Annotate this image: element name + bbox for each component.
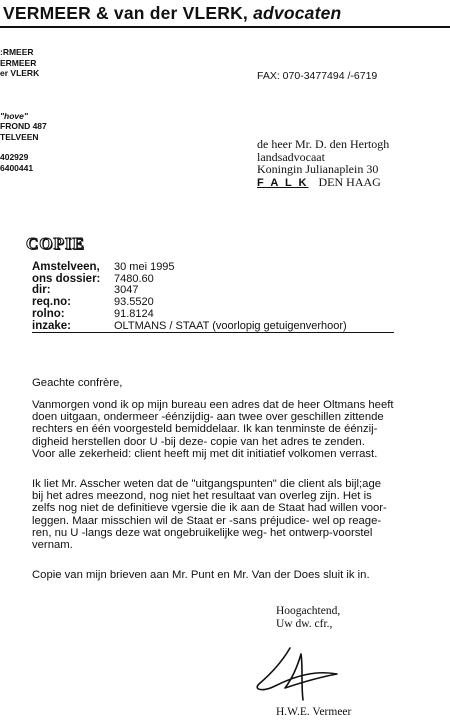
recipient-line: landsadvocaat	[257, 149, 325, 164]
meta-row	[32, 285, 394, 297]
meta-row	[32, 274, 394, 286]
firm-suffix: advocaten	[253, 3, 342, 23]
meta-label: req.no:	[32, 296, 71, 309]
sender-name-line: ERMEER	[0, 57, 37, 68]
meta-label: ons dossier:	[32, 272, 101, 285]
meta-value: 93.5520	[114, 296, 154, 309]
paragraph-line: ren, nu U -langs deze wat ongebruikelijke weg- het ontwerp-voorstel	[32, 526, 373, 539]
meta-label: Amstelveen,	[32, 261, 100, 273]
copie-stamp: COPIE	[26, 234, 85, 253]
recipient-address	[257, 138, 389, 189]
signer-name: H.W.E. Vermeer	[276, 706, 352, 718]
paragraph-line: doen uitgaan, ondermeer -éénzijdig- aan twee over geschillen zittende	[32, 411, 384, 424]
paragraph-line: zelfs nog niet de definitieve vgersie die ik aan de Staat had willen voor-	[32, 502, 387, 515]
sender-address-rest	[0, 121, 47, 142]
sender-number-line: 402929	[0, 152, 29, 162]
paragraph-line: digheid herstellen door U -bij deze- copie van het adres te zenden.	[32, 435, 365, 448]
recipient-line: de heer Mr. D. den Hertogh	[257, 137, 390, 151]
letterhead	[0, 0, 450, 26]
paragraph-2	[32, 478, 442, 551]
sender-address-line: "hove"	[0, 111, 28, 121]
meta-label: rolno:	[32, 307, 65, 320]
paragraph-line: vernam.	[32, 539, 73, 552]
meta-value: 91.8124	[114, 307, 154, 320]
paragraph-line: Copie van mijn brieven aan Mr. Punt en Mr. Van der Does sluit ik in.	[32, 569, 370, 581]
salutation: Geachte confrère,	[32, 377, 123, 389]
meta-value: 30 mei 1995	[114, 261, 175, 273]
sender-numbers	[0, 152, 33, 173]
recipient-city: DEN HAAG	[318, 174, 381, 189]
handwritten-signature	[245, 640, 365, 710]
closing	[276, 605, 340, 630]
sender-address-line: TELVEEN	[0, 131, 39, 142]
sender-names	[0, 47, 39, 79]
paragraph-line: leggen. Maar misschien wil de Staat er -sans préjudice- wel op reage-	[32, 514, 382, 527]
fax-line: FAX: 070-3477494 /-6719	[257, 70, 378, 82]
meta-label: dir:	[32, 284, 51, 297]
sender-address-line: FROND 487	[0, 121, 47, 131]
paragraph-line: Ik liet Mr. Asscher weten dat de "uitgangspunten" die client als bijl;age	[32, 478, 382, 490]
meta-value: 7480.60	[114, 272, 154, 285]
paragraph-line: bij het adres meezond, nog niet het resultaat van overleg zijn. Het is	[32, 490, 372, 503]
meta-row	[32, 309, 394, 321]
paragraph-line: Vanmorgen vond ik op mijn bureau een adres dat de heer Oltmans heeft	[32, 399, 394, 411]
meta-value: 3047	[114, 284, 139, 297]
recipient-city-line	[257, 176, 389, 190]
sender-number-line: 6400441	[0, 162, 34, 173]
letterhead-rule	[0, 26, 450, 28]
paragraph-1	[32, 399, 442, 460]
inzake-label: inzake:	[32, 319, 71, 332]
inzake-row	[32, 321, 394, 334]
inzake-value: OLTMANS / STAAT (voorlopig getuigenverhoor)	[114, 319, 347, 332]
paragraph-3	[32, 569, 442, 581]
sender-name-line: er VLERK	[0, 68, 40, 78]
meta-row	[32, 297, 394, 309]
paragraph-line: Voor alle zekerheid: client heeft mij met dit initiatief volkomen verrast.	[32, 447, 378, 460]
reference-block	[32, 262, 394, 333]
closing-line: Uw dw. cfr.,	[276, 617, 333, 630]
paragraph-line: rechters en één voorgesteld bemiddelaar. Ik kan tenminste de éénzij-	[32, 423, 378, 436]
firm-name: VERMEER & van der VLERK,	[3, 3, 248, 23]
delivery-method: F A L K	[257, 176, 309, 189]
closing-line: Hoogachtend,	[276, 605, 341, 617]
recipient-line: Koningin Julianaplein 30	[257, 162, 379, 176]
sender-name-line: :RMEER	[0, 47, 34, 57]
meta-row	[32, 262, 394, 274]
sender-address	[0, 111, 28, 122]
